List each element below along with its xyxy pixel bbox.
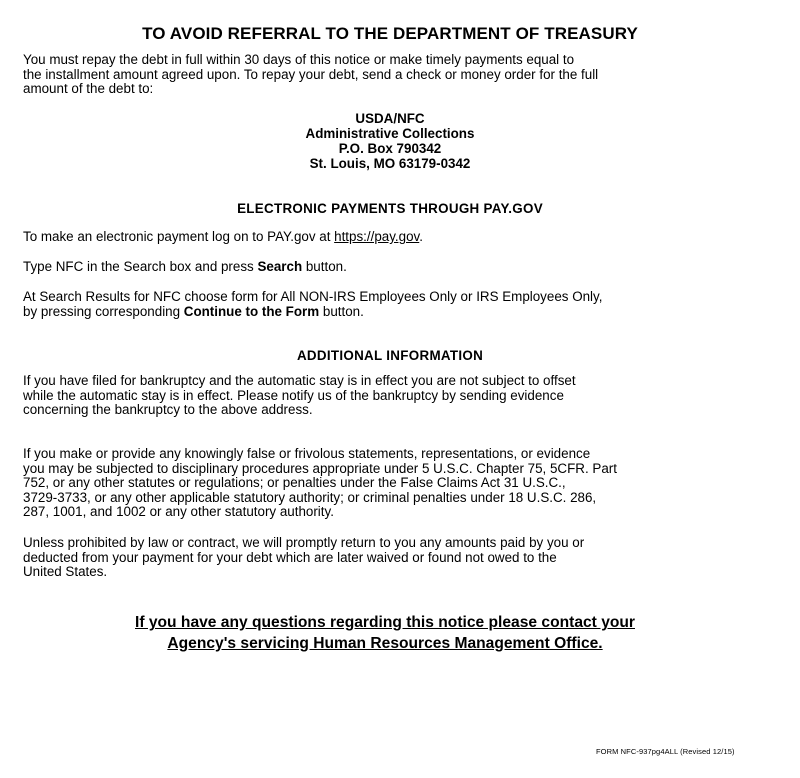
electronic-paragraph-1 [23, 230, 765, 245]
search-button-label: Search [257, 259, 303, 274]
electronic-text: by pressing corresponding [23, 303, 184, 319]
false-statements-line: If you make or provide any knowingly false or frivolous statements, representations, or evidence [23, 446, 591, 461]
mailing-address [0, 111, 780, 171]
contact-line: Agency's servicing Human Resources Management Office. [167, 635, 603, 652]
repay-paragraph [23, 53, 765, 97]
false-statements-line: 752, or any other statutes or regulations; or penalties under the False Claims Act 31 U.S.C., [23, 475, 566, 491]
refund-line: deducted from your payment for your debt which are later waived or found not owed to the [23, 549, 557, 565]
address-line: P.O. Box 790342 [338, 141, 442, 156]
electronic-text: button. [302, 259, 347, 274]
electronic-text: Type NFC in the Search box and press [23, 259, 258, 274]
repay-line: You must repay the debt in full within 30 days of this notice or make timely payments equal to [23, 52, 575, 67]
bankruptcy-line: If you have filed for bankruptcy and the automatic stay is in effect you are not subject to offset [23, 373, 576, 388]
form-identifier: FORM NFC-937pg4ALL (Revised 12/15) [596, 747, 735, 756]
electronic-paragraph-3 [23, 290, 765, 319]
repay-line: the installment amount agreed upon. To repay your debt, send a check or money order for the full [23, 66, 599, 82]
repay-line: amount of the debt to: [23, 81, 154, 97]
refund-line: United States. [23, 564, 108, 580]
refund-paragraph [23, 536, 765, 580]
false-statements-line: 3729-3733, or any other applicable statutory authority; or criminal penalties under 18 U.S.C. 286, [23, 489, 597, 505]
electronic-payments-heading: ELECTRONIC PAYMENTS THROUGH PAY.GOV [237, 201, 543, 216]
contact-line: If you have any questions regarding this notice please contact your [135, 614, 635, 631]
false-statements-line: you may be subjected to disciplinary procedures appropriate under 5 U.S.C. Chapter 75, 5CFR. Part [23, 460, 617, 476]
address-line: St. Louis, MO 63179-0342 [309, 156, 471, 171]
additional-information-heading: ADDITIONAL INFORMATION [296, 348, 484, 363]
bankruptcy-line: concerning the bankruptcy to the above address. [23, 402, 313, 418]
electronic-text: button. [319, 303, 364, 319]
bankruptcy-line: while the automatic stay is in effect. Please notify us of the bankruptcy by sending evidence [23, 387, 564, 403]
continue-button-label: Continue to the Form [183, 303, 320, 319]
contact-notice [0, 612, 770, 654]
address-line: USDA/NFC [355, 111, 425, 126]
electronic-text: . [419, 229, 423, 244]
bankruptcy-paragraph [23, 374, 765, 418]
false-statements-line: 287, 1001, and 1002 or any other statutory authority. [23, 504, 334, 520]
false-statements-paragraph [23, 447, 765, 520]
electronic-paragraph-2 [23, 260, 765, 275]
electronic-text: At Search Results for NFC choose form for All NON-IRS Employees Only or IRS Employees Only, [23, 289, 603, 304]
page-title: TO AVOID REFERRAL TO THE DEPARTMENT OF TREASURY [142, 24, 638, 43]
electronic-text: To make an electronic payment log on to PAY.gov at [23, 229, 335, 244]
refund-line: Unless prohibited by law or contract, we will promptly return to you any amounts paid by you or [23, 535, 585, 550]
pay-gov-link[interactable]: https://pay.gov [334, 229, 420, 244]
address-line: Administrative Collections [305, 126, 475, 141]
